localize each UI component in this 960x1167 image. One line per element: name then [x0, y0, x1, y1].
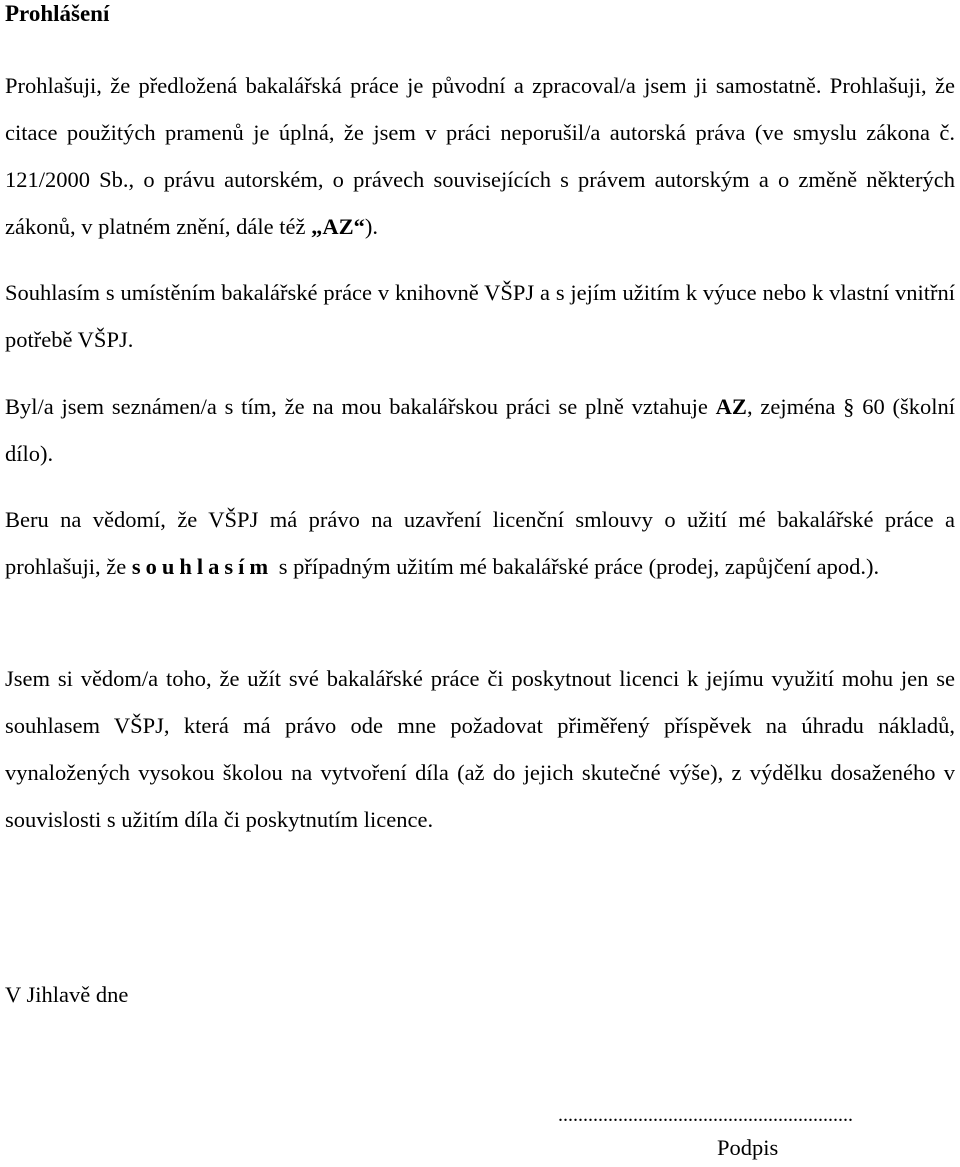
paragraph-text: Prohlašuji, že předložená bakalářská práce je původní a zpracoval/a jsem ji samostatně. Prohlašuji, že citace použitých pramenů je úplná, že jsem v práci neporušil/a autorská práva (ve smyslu zákona č. 121/2000 Sb., o právu autorském, o právech souvisejících s právem autorským a o změně některých zákonů, v platném znění, dále též	[5, 73, 955, 239]
consent-word: souhlasím	[131, 554, 274, 579]
signature-label: Podpis	[717, 1135, 779, 1160]
paragraph-rest: , zejména § 60 (školní dílo).	[5, 394, 955, 466]
paragraph-end: ).	[364, 214, 379, 239]
declaration-paragraph-originality	[5, 62, 955, 250]
paragraph-text: Beru na vědomí, že VŠPJ má právo na uzavření licenční smlouvy o užití mé bakalářské práce a prohlašuji, že	[5, 507, 955, 579]
declaration-paragraph-library: Souhlasím s umístěním bakalářské práce v knihovně VŠPJ a s jejím užitím k výuce nebo k vlastní vnitřní potřebě VŠPJ.	[5, 280, 955, 352]
signature-line: ...........................................................	[558, 1104, 853, 1126]
declaration-paragraph-usage: Jsem si vědom/a toho, že užít své bakalářské práce či poskytnout licenci k jejímu využití mohu jen se souhlasem VŠPJ, která má právo ode mne požadovat přiměřený příspěvek na úhradu nákladů, vynaložených vysokou školou na vytvoření díla (až do jejich skutečné výše), z výdělku dosaženého v souvislosti s užitím díla či poskytnutím licence.	[5, 666, 955, 832]
place-date-line: V Jihlavě dne	[5, 982, 129, 1007]
declaration-paragraph-license	[5, 496, 955, 590]
declaration-paragraph-school-work	[5, 383, 955, 477]
page-title: Prohlášení	[5, 1, 110, 26]
paragraph-rest: s případným užitím mé bakalářské práce (prodej, zapůjčení apod.).	[273, 554, 880, 579]
paragraph-text: Byl/a jsem seznámen/a s tím, že na mou bakalářskou práci se plně vztahuje	[5, 394, 716, 419]
copyright-act-abbreviation: „AZ“	[311, 214, 365, 239]
copyright-act-abbreviation: AZ	[715, 394, 747, 419]
